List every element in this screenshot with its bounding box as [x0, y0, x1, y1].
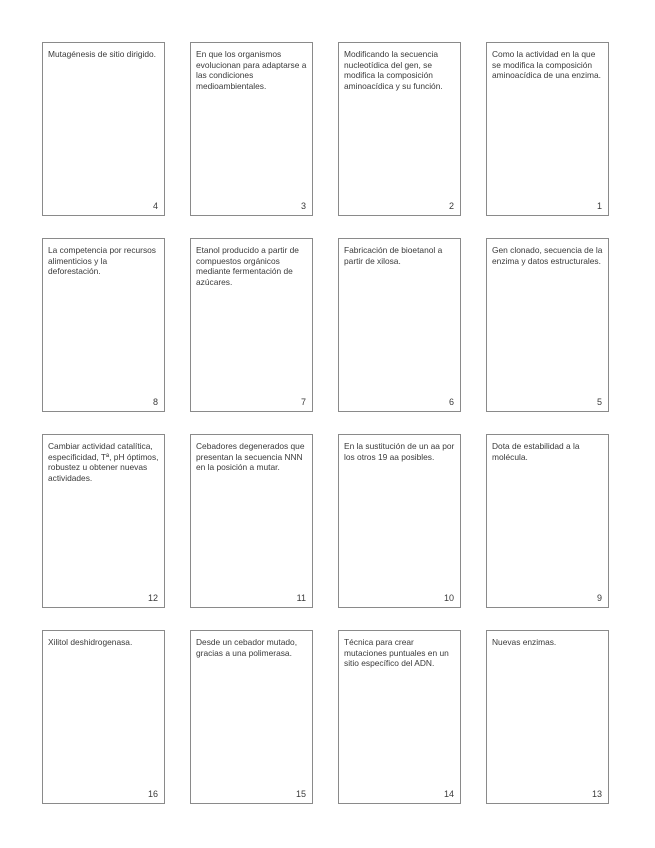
- card-text: Cambiar actividad catalítica, especificidad, Tª, pH óptimos, robustez u obtener nuevas actividades.: [48, 441, 159, 483]
- card-text: Desde un cebador mutado, gracias a una polimerasa.: [196, 637, 298, 658]
- card-text: Modificando la secuencia nucleotídica del gen, se modifica la composición aminoacídica y su función.: [344, 49, 443, 91]
- card-number: 9: [596, 593, 602, 603]
- card-text: Como la actividad en la que se modifica la composición aminoacídica de una enzima.: [492, 49, 601, 81]
- card-text: Xilitol deshidrogenasa.: [48, 637, 133, 647]
- card-number: 3: [300, 201, 306, 211]
- card-9: [486, 434, 609, 608]
- card-5: [486, 238, 609, 412]
- card-number: 16: [147, 789, 158, 799]
- card-number: 15: [295, 789, 306, 799]
- card-7: [190, 238, 313, 412]
- card-10: [338, 434, 461, 608]
- card-number: 2: [448, 201, 454, 211]
- card-11: [190, 434, 313, 608]
- card-number: 10: [443, 593, 454, 603]
- card-text: En la sustitución de un aa por los otros 19 aa posibles.: [344, 441, 455, 462]
- card-number: 5: [596, 397, 602, 407]
- card-2: [338, 42, 461, 216]
- card-text: Dota de estabilidad a la molécula.: [492, 441, 580, 462]
- card-text: La competencia por recursos alimenticios y la deforestación.: [48, 245, 156, 277]
- card-14: [338, 630, 461, 804]
- card-number: 14: [443, 789, 454, 799]
- card-text: En que los organismos evolucionan para adaptarse a las condiciones medioambientales.: [196, 49, 307, 91]
- card-number: 1: [596, 201, 602, 211]
- card-text: Técnica para crear mutaciones puntuales en un sitio específico del ADN.: [344, 637, 449, 669]
- card-3: [190, 42, 313, 216]
- card-8: [42, 238, 165, 412]
- card-text: Cebadores degenerados que presentan la secuencia NNN en la posición a mutar.: [196, 441, 305, 473]
- card-6: [338, 238, 461, 412]
- card-12: [42, 434, 165, 608]
- card-number: 6: [448, 397, 454, 407]
- card-text: Fabricación de bioetanol a partir de xilosa.: [344, 245, 443, 266]
- card-4: [42, 42, 165, 216]
- card-text: Nuevas enzimas.: [492, 637, 557, 647]
- card-1: [486, 42, 609, 216]
- card-text: Etanol producido a partir de compuestos orgánicos mediante fermentación de azúcares.: [196, 245, 299, 287]
- card-number: 8: [152, 397, 158, 407]
- card-number: 4: [152, 201, 158, 211]
- card-number: 12: [147, 593, 158, 603]
- card-number: 7: [300, 397, 306, 407]
- card-13: [486, 630, 609, 804]
- card-text: Gen clonado, secuencia de la enzima y datos estructurales.: [492, 245, 603, 266]
- card-16: [42, 630, 165, 804]
- card-15: [190, 630, 313, 804]
- card-text: Mutagénesis de sitio dirigido.: [48, 49, 157, 59]
- card-number: 11: [296, 593, 306, 603]
- card-number: 13: [591, 789, 602, 799]
